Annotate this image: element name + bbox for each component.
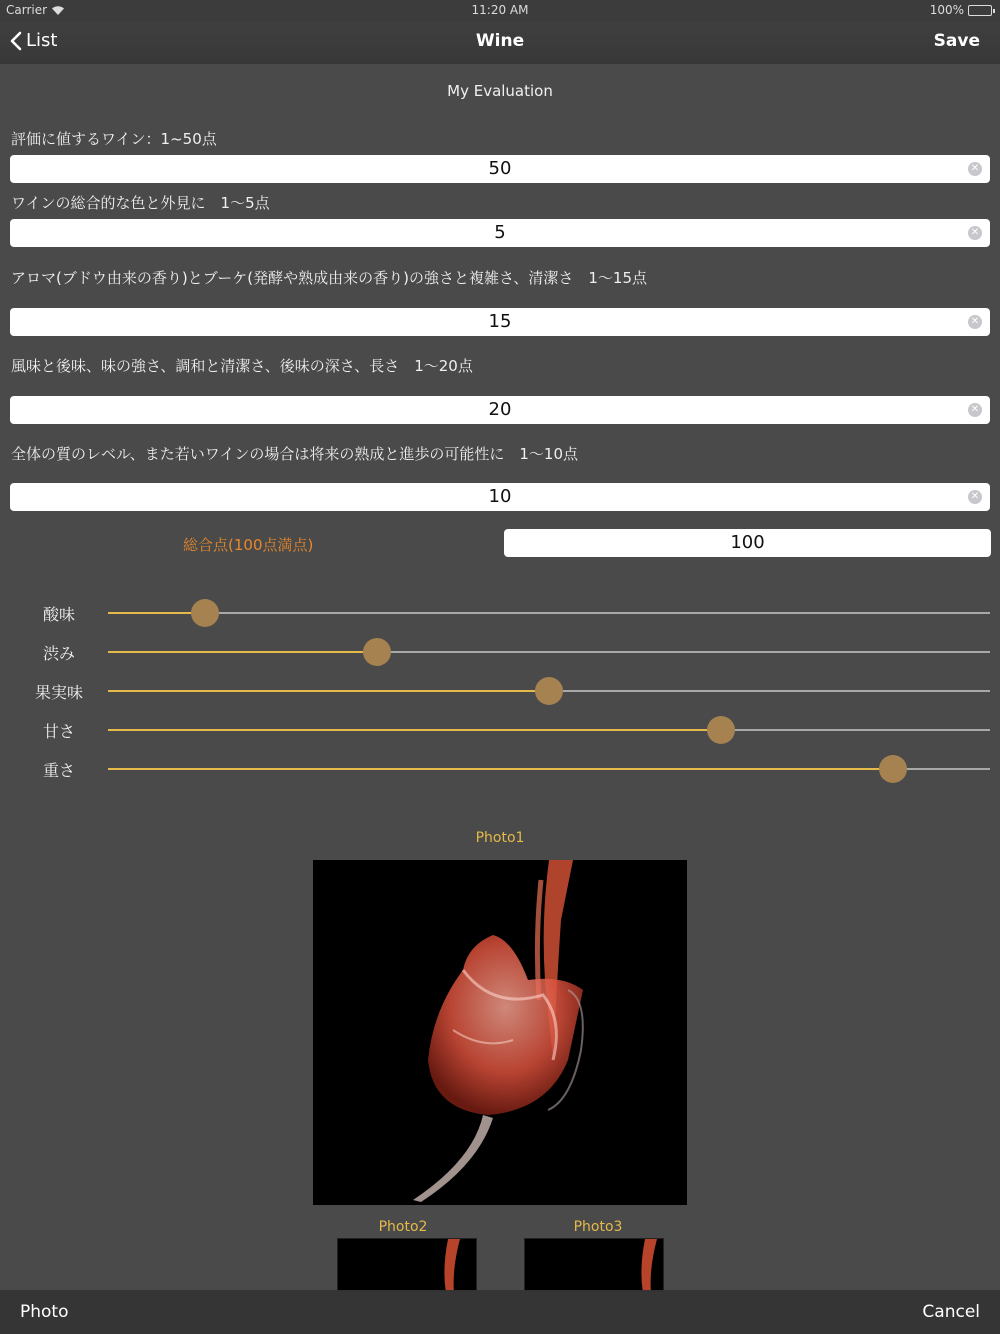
save-button[interactable]: Save: [933, 31, 980, 51]
field-value: 5: [494, 222, 506, 243]
astringency-slider[interactable]: [108, 651, 990, 653]
body-slider[interactable]: [108, 768, 990, 770]
photo1-image[interactable]: [313, 860, 687, 1205]
field-value: 20: [488, 399, 512, 420]
field-value: 50: [488, 158, 512, 179]
photo1-label: Photo1: [475, 830, 525, 846]
slider-row-body: [0, 754, 1000, 784]
sweetness-slider[interactable]: [108, 729, 990, 731]
slider-thumb[interactable]: [535, 677, 563, 705]
slider-fill: [108, 729, 721, 731]
slider-thumb[interactable]: [191, 599, 219, 627]
clear-icon[interactable]: ✕: [968, 226, 982, 240]
criterion-label-quality: 全体の質のレベル、また若いワインの場合は将来の熟成と進歩の可能性に 1〜10点: [11, 445, 578, 463]
color-score-field[interactable]: [10, 219, 990, 247]
clear-icon[interactable]: ✕: [968, 162, 982, 176]
carrier-label: Carrier: [6, 3, 48, 17]
aroma-score-field[interactable]: [10, 308, 990, 336]
criterion-label-aroma: アロマ(ブドウ由来の香り)とブーケ(発酵や熟成由来の香り)の強さと複雑さ、清潔さ 1〜15点: [11, 269, 647, 287]
field-value: 15: [488, 311, 512, 332]
slider-fill: [108, 690, 549, 692]
section-title: My Evaluation: [447, 82, 553, 100]
total-score-field: 100: [504, 529, 991, 557]
clear-icon[interactable]: ✕: [968, 315, 982, 329]
photo2-illustration: [338, 1239, 477, 1292]
photo2-label: Photo2: [378, 1219, 428, 1235]
criterion-label-flavor: 風味と後味、味の強さ、調和と清潔さ、後味の深さ、長さ 1〜20点: [11, 357, 473, 375]
slider-thumb[interactable]: [707, 716, 735, 744]
bottom-toolbar: [0, 1290, 1000, 1334]
slider-label: 酸味: [42, 605, 75, 624]
acidity-slider[interactable]: [108, 612, 990, 614]
back-button-label: List: [26, 30, 58, 51]
photo3-image[interactable]: [524, 1238, 664, 1292]
field-value: 10: [488, 486, 512, 507]
page-title: Wine: [475, 31, 525, 51]
criterion-label-wine-merit: 評価に値するワイン：1~50点: [11, 130, 217, 148]
slider-thumb[interactable]: [879, 755, 907, 783]
battery-percent: 100%: [929, 3, 964, 17]
slider-label: 渋み: [42, 644, 75, 663]
slider-row-sweetness: [0, 715, 1000, 745]
slider-row-fruitiness: [0, 676, 1000, 706]
slider-row-acidity: [0, 598, 1000, 628]
photo3-label: Photo3: [573, 1219, 623, 1235]
fruitiness-slider[interactable]: [108, 690, 990, 692]
photo-button[interactable]: Photo: [20, 1302, 69, 1322]
slider-fill: [108, 768, 893, 770]
total-score-label: 総合点(100点満点): [183, 536, 314, 554]
quality-score-field[interactable]: [10, 483, 990, 511]
clear-icon[interactable]: ✕: [968, 403, 982, 417]
battery-icon: [968, 5, 992, 16]
wine-merit-score-field[interactable]: [10, 155, 990, 183]
slider-label: 果実味: [34, 683, 83, 702]
clear-icon[interactable]: ✕: [968, 490, 982, 504]
cancel-button[interactable]: Cancel: [922, 1302, 980, 1322]
navigation-bar: [0, 22, 1000, 64]
battery-indicator: [930, 3, 992, 17]
photo3-illustration: [525, 1239, 664, 1292]
slider-label: 甘さ: [42, 722, 75, 741]
criterion-label-color: ワインの総合的な色と外見に 1〜5点: [11, 194, 270, 212]
photo2-image[interactable]: [337, 1238, 477, 1292]
slider-thumb[interactable]: [363, 638, 391, 666]
flavor-score-field[interactable]: [10, 396, 990, 424]
wine-glass-illustration: [313, 860, 687, 1205]
status-bar: [0, 0, 1000, 22]
status-time: 11:20 AM: [471, 3, 529, 17]
slider-fill: [108, 651, 377, 653]
slider-label: 重さ: [42, 761, 75, 780]
slider-row-astringency: [0, 637, 1000, 667]
